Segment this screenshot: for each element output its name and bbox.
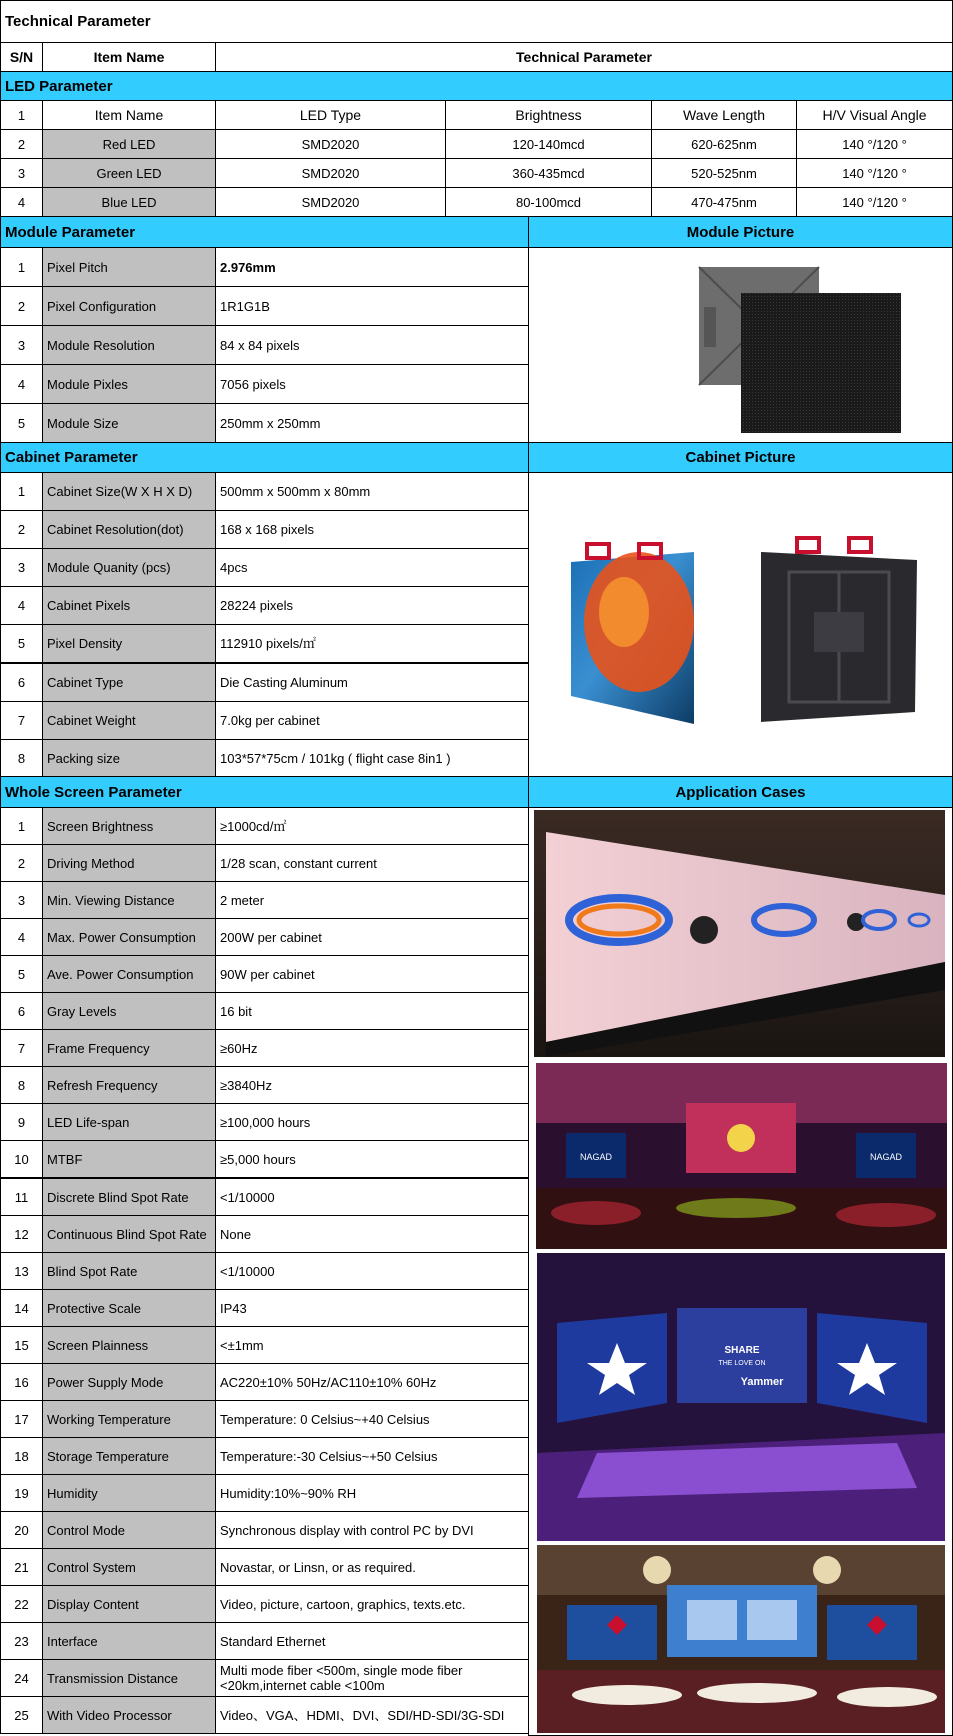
screen-row-value: 90W per cabinet [215,955,529,993]
module-row-sn: 5 [0,403,43,443]
event-screen-line1-text: SHARE [724,1345,760,1356]
cabinet-row-sn: 4 [0,586,43,625]
cabinet-picture-cell [528,472,953,777]
led-row-wave-length: 620-625nm [651,129,797,159]
screen-row-name: Transmission Distance [42,1659,216,1697]
module-section-title: Module Parameter [0,216,529,248]
led-row-visual-angle: H/V Visual Angle [796,100,953,130]
led-row-item: Red LED [42,129,216,159]
cabinet-row-name: Cabinet Size(W X H X D) [42,472,216,511]
led-row-sn: 1 [0,100,43,130]
module-row-name: Pixel Pitch [42,247,216,287]
application-photo-conference-hall [537,1545,945,1733]
module-row-value: 7056 pixels [215,364,529,404]
screen-row-name: Driving Method [42,844,216,882]
cabinet-row-value: 4pcs [215,548,529,587]
led-row-sn: 4 [0,187,43,217]
led-row-brightness: 80-100mcd [445,187,652,217]
screen-row-value: Novastar, or Linsn, or as required. [215,1548,529,1586]
cabinet-row-name: Cabinet Weight [42,701,216,740]
screen-section-title: Whole Screen Parameter [0,776,529,808]
cabinet-picture [529,472,952,777]
header-item-name: Item Name [42,42,216,72]
stage-banner-right-text: NAGAD [869,1152,903,1162]
led-row-sn: 2 [0,129,43,159]
led-row-type: SMD2020 [215,158,446,188]
stage-banner-left-text: NAGAD [579,1152,613,1162]
screen-row-name: Discrete Blind Spot Rate [42,1178,216,1216]
screen-row-name: With Video Processor [42,1696,216,1734]
module-row-sn: 1 [0,247,43,287]
screen-row-name: Refresh Frequency [42,1066,216,1104]
application-photo-stage-event [536,1063,947,1249]
led-row-brightness: Brightness [445,100,652,130]
sheet-title-text: Technical Parameter [5,13,151,30]
led-row-item: Blue LED [42,187,216,217]
screen-row-sn: 25 [0,1696,43,1734]
screen-row-value: Humidity:10%~90% RH [215,1474,529,1512]
screen-row-sn: 2 [0,844,43,882]
screen-row-name: Blind Spot Rate [42,1252,216,1290]
screen-row-sn: 5 [0,955,43,993]
screen-row-name: Max. Power Consumption [42,918,216,956]
cabinet-row-sn: 8 [0,739,43,778]
screen-row-value: <1/10000 [215,1252,529,1290]
cabinet-row-sn: 1 [0,472,43,511]
module-row-name: Module Size [42,403,216,443]
screen-row-sn: 17 [0,1400,43,1438]
screen-row-value: Standard Ethernet [215,1622,529,1660]
screen-row-name: Continuous Blind Spot Rate [42,1215,216,1253]
cabinet-row-sn: 3 [0,548,43,587]
screen-row-sn: 11 [0,1178,43,1216]
module-row-sn: 4 [0,364,43,404]
screen-row-value: ≥60Hz [215,1029,529,1067]
screen-row-sn: 20 [0,1511,43,1549]
cabinet-row-value: 28224 pixels [215,586,529,625]
screen-row-name: Min. Viewing Distance [42,881,216,919]
led-row-item: Item Name [42,100,216,130]
screen-row-name: Gray Levels [42,992,216,1030]
screen-row-value: Video、VGA、HDMI、DVI、SDI/HD-SDI/3G-SDI [215,1696,529,1734]
event-screen-brand-text: Yammer [740,1376,784,1388]
application-photo-indoor-wall [534,810,945,1057]
led-row-brightness: 120-140mcd [445,129,652,159]
screen-row-name: Ave. Power Consumption [42,955,216,993]
screen-row-sn: 7 [0,1029,43,1067]
cabinet-row-value: 112910 pixels/㎡ [215,624,529,663]
screen-row-value: 16 bit [215,992,529,1030]
screen-row-sn: 14 [0,1289,43,1327]
led-row-item: Green LED [42,158,216,188]
module-row-name: Module Resolution [42,325,216,365]
module-row-name: Module Pixles [42,364,216,404]
screen-row-sn: 16 [0,1363,43,1401]
led-row-wave-length: 520-525nm [651,158,797,188]
screen-row-value: IP43 [215,1289,529,1327]
cabinet-row-name: Cabinet Type [42,663,216,702]
screen-row-name: MTBF [42,1140,216,1178]
module-row-value: 84 x 84 pixels [215,325,529,365]
cabinet-row-sn: 7 [0,701,43,740]
screen-row-name: Protective Scale [42,1289,216,1327]
led-row-type: LED Type [215,100,446,130]
module-row-value: 2.976mm [215,247,529,287]
screen-row-sn: 3 [0,881,43,919]
sheet-title [0,0,953,43]
led-row-type: SMD2020 [215,129,446,159]
screen-row-name: Control System [42,1548,216,1586]
screen-row-value: Temperature: 0 Celsius~+40 Celsius [215,1400,529,1438]
screen-row-sn: 10 [0,1140,43,1178]
cabinet-row-sn: 5 [0,624,43,663]
screen-row-sn: 24 [0,1659,43,1697]
screen-row-sn: 1 [0,807,43,845]
screen-row-sn: 9 [0,1103,43,1141]
screen-row-name: Working Temperature [42,1400,216,1438]
screen-row-sn: 8 [0,1066,43,1104]
screen-row-value: None [215,1215,529,1253]
screen-row-value: ≥3840Hz [215,1066,529,1104]
led-row-visual-angle: 140 °/120 ° [796,158,953,188]
screen-row-name: Interface [42,1622,216,1660]
screen-row-name: Display Content [42,1585,216,1623]
module-picture [529,247,952,443]
cabinet-row-name: Cabinet Pixels [42,586,216,625]
application-cases-title: Application Cases [528,776,953,808]
led-row-sn: 3 [0,158,43,188]
screen-row-sn: 18 [0,1437,43,1475]
screen-row-sn: 6 [0,992,43,1030]
cabinet-row-name: Cabinet Resolution(dot) [42,510,216,549]
screen-row-sn: 13 [0,1252,43,1290]
screen-row-name: Power Supply Mode [42,1363,216,1401]
cabinet-row-value: 500mm x 500mm x 80mm [215,472,529,511]
screen-row-value: AC220±10% 50Hz/AC110±10% 60Hz [215,1363,529,1401]
cabinet-row-sn: 2 [0,510,43,549]
cabinet-section-title: Cabinet Parameter [0,442,529,473]
screen-row-name: LED Life-span [42,1103,216,1141]
led-row-type: SMD2020 [215,187,446,217]
screen-row-value: Multi mode fiber <500m, single mode fiber <20km,internet cable <100m [215,1659,529,1697]
screen-row-name: Humidity [42,1474,216,1512]
screen-row-sn: 4 [0,918,43,956]
cabinet-row-name: Packing size [42,739,216,778]
module-picture-cell [528,247,953,443]
led-row-wave-length: 470-475nm [651,187,797,217]
screen-row-sn: 23 [0,1622,43,1660]
screen-row-value: 2 meter [215,881,529,919]
module-row-value: 250mm x 250mm [215,403,529,443]
module-front-panel [741,293,901,433]
screen-row-value: ≥1000cd/㎡ [215,807,529,845]
screen-row-value: 200W per cabinet [215,918,529,956]
module-picture-title: Module Picture [528,216,953,248]
module-row-value: 1R1G1B [215,286,529,326]
screen-row-sn: 22 [0,1585,43,1623]
cabinet-row-name: Pixel Density [42,624,216,663]
cabinet-row-sn: 6 [0,663,43,702]
screen-row-value: <±1mm [215,1326,529,1364]
screen-row-value: <1/10000 [215,1178,529,1216]
screen-row-name: Frame Frequency [42,1029,216,1067]
screen-row-sn: 19 [0,1474,43,1512]
screen-row-value: Temperature:-30 Celsius~+50 Celsius [215,1437,529,1475]
header-sn: S/N [0,42,43,72]
screen-row-value: Synchronous display with control PC by DVI [215,1511,529,1549]
cabinet-row-value: 168 x 168 pixels [215,510,529,549]
module-row-sn: 3 [0,325,43,365]
cabinet-picture-title: Cabinet Picture [528,442,953,473]
screen-row-name: Control Mode [42,1511,216,1549]
screen-row-value: ≥100,000 hours [215,1103,529,1141]
event-screen-line2-text: THE LOVE ON [718,1360,766,1367]
module-row-sn: 2 [0,286,43,326]
application-photo-curved-screen [537,1253,945,1541]
header-technical-parameter: Technical Parameter [215,42,953,72]
screen-row-name: Screen Brightness [42,807,216,845]
screen-row-value: 1/28 scan, constant current [215,844,529,882]
screen-row-value: ≥5,000 hours [215,1140,529,1178]
led-section-title: LED Parameter [0,71,953,101]
screen-row-sn: 15 [0,1326,43,1364]
cabinet-row-value: Die Casting Aluminum [215,663,529,702]
led-row-brightness: 360-435mcd [445,158,652,188]
screen-row-name: Storage Temperature [42,1437,216,1475]
screen-row-name: Screen Plainness [42,1326,216,1364]
screen-row-sn: 21 [0,1548,43,1586]
cabinet-row-name: Module Quanity (pcs) [42,548,216,587]
led-row-wave-length: Wave Length [651,100,797,130]
cabinet-row-value: 103*57*75cm / 101kg ( flight case 8in1 ) [215,739,529,778]
led-row-visual-angle: 140 °/120 ° [796,187,953,217]
led-row-visual-angle: 140 °/120 ° [796,129,953,159]
screen-row-sn: 12 [0,1215,43,1253]
screen-row-value: Video, picture, cartoon, graphics, texts.etc. [215,1585,529,1623]
module-row-name: Pixel Configuration [42,286,216,326]
cabinet-row-value: 7.0kg per cabinet [215,701,529,740]
